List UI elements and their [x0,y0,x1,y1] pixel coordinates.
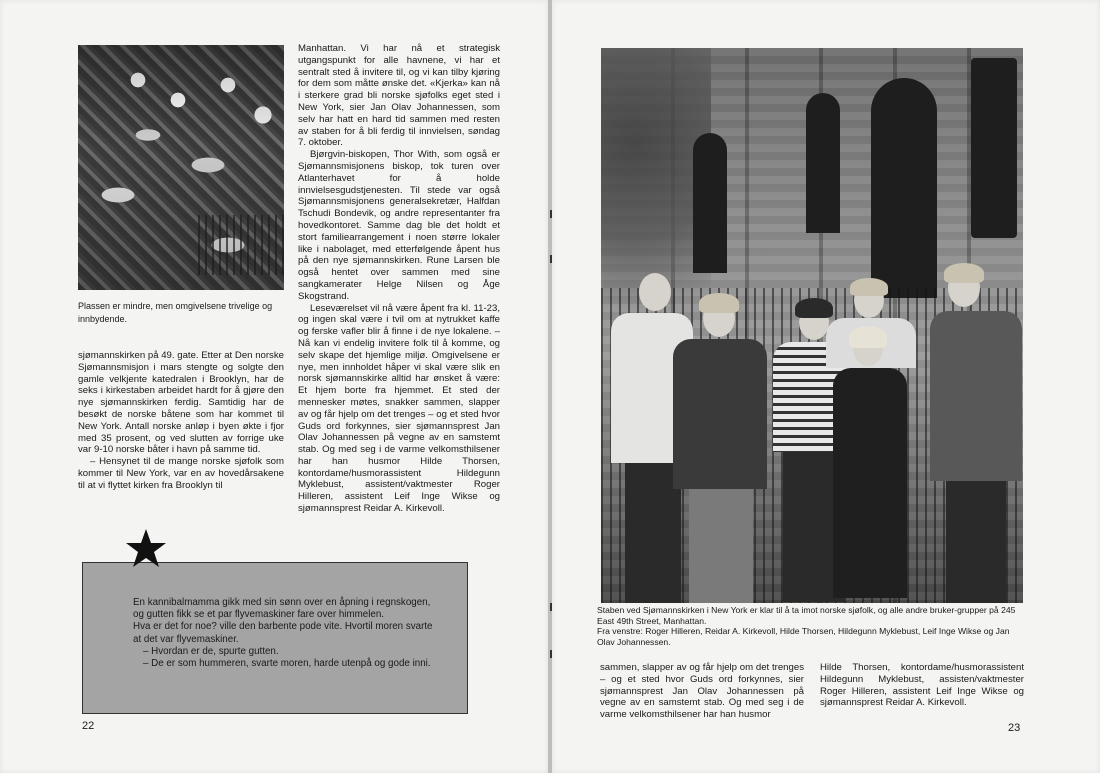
window-arch [693,133,727,273]
margin-mark [550,255,552,263]
joke-line: Hva er det for noe? ville den barbente pode vite. Hvortil moren svarte [133,621,433,633]
window-arch [806,93,840,233]
cafe-photo-caption: Plassen er mindre, men omgivelsene trivelige og innbydende. [78,301,273,324]
joke-line: En kannibalmamma gikk med sin sønn over en åpning i regnskogen, [133,597,431,608]
article-column-right [298,43,500,515]
right-column-right [820,662,1024,709]
article-column-left [78,350,284,492]
joke-line: – Hvordan er de, spurte gutten. [143,645,279,657]
joke-line: – De er som hummeren, svarte moren, harde utenpå og gode inni. [143,658,431,670]
staff-caption-line-2: Fra venstre: Roger Hilleren, Reidar A. Kirkevoll, Hilde Thorsen, Hildegunn Myklebust, Leif Inge Wikse og Jan Olav Johannessen. [597,626,1010,647]
margin-mark [550,603,552,611]
margin-mark [550,210,552,218]
staff-photo [601,48,1023,603]
article-paragraph: Bjørgvin-biskopen, Thor With, som også er Sjømannsmisjonens biskop, tok turen over Atlanterhavet for å holde innvielsesgudstjenesten. Til stede var også Sjømannsmisjonens generalsekretær, Halfdan Tschudi Bondevik, og andre representanter fra hovedkontoret. Samme dag ble det holdt et stort familiearrangement i noen større lokaler like i nabolaget, med etterfølgende åpent hus på den nye sjømannskirken. Rune Larsen ble også hentet over sammen med sine sangkamerater Helge Nilsen og Åge Skogstrand. [298,149,500,302]
page-number-left: 22 [82,720,95,732]
doorway-arch [871,78,937,298]
cafe-photo [78,45,284,290]
joke-line: at det var flyvemaskiner. [133,633,239,645]
article-paragraph: sammen, slapper av og får hjelp om det trenges – og et sted hvor Guds ord forkynnes, sier sjømannsprest Jan Olav Johannessen på vegne av en samstemt stab. Og med seg i de varme velkomsthilsener har han husmor [600,662,804,721]
joke-box [82,562,468,714]
article-paragraph: Leseværelset vil nå være åpent fra kl. 11-23, og ingen skal være i tvil om at nytrukket kaffe og ferske vafler blir å finne i de nye lokalene. – Nå kan vi endelig invitere folk til å komme, og selv skape det hjemlige miljø. Omgivelsene er nye, men innholdet håper vi skal være slik en norsk sjømannskirke alltid har ønsket å være: Et hjem borte fra hjemmet. Et sted der mennesker møtes, snakker sammen, slapper av og får hjelp om det trenges – og et sted hvor Guds ord forkynnes, sier sjømannsprest Jan Olav Johannessen på vegne av en samstemt stab. Og med seg i de varme velkomsthilsener har han husmor Hilde Thorsen, kontordame/husmorassistent Hildegunn Myklebust, assistent/vaktmester Roger Hilleren, assistent Leif Inge Wikse og sjømannsprest Reidar A. Kirkevoll. [298,302,500,515]
staff-caption-line-1: Staben ved Sjømannskirken i New York er klar til å ta imot norske sjøfolk, og alle andre bruker-grupper på 245 East 49th Street, Manhattan. [597,605,1016,626]
joke-text [133,597,463,670]
page-number-right: 23 [1008,722,1021,734]
article-paragraph: Hilde Thorsen, kontordame/husmorassistent Hildegunn Myklebust, assisten/vaktmester Roger Hilleren, assistent Leif Inge Wikse og sjømannsprest Reidar A. Kirkevoll. [820,662,1024,709]
right-column-left [600,662,804,721]
joke-line: og gutten fikk se et par flyvemaskiner fare over himmelen. [133,609,385,621]
staff-photo-caption [597,605,1029,647]
article-paragraph: – Hensynet til de mange norske sjøfolk som kommer til New York, var en av hovedårsakene til at vi flyttet kirken fra Brooklyn til [78,456,284,491]
photo-shading [78,45,284,290]
star-icon [124,527,168,571]
article-paragraph: Manhattan. Vi har nå et strategisk utgangspunkt for alle havnene, vi har et sentralt sted å invitere til, og vi kan tilby kjøring for dem som måtte ønske det. «Kjerka» kan nå i sterkere grad bli norske sjøfolks eget sted i New York, sier Jan Olav Johannessen, som selv har hatt en hard tid sammen med resten av staben for å bli ferdig til innvielsen, søndag 7. oktober. [298,43,500,149]
window [971,58,1017,238]
article-paragraph: sjømannskirken på 49. gate. Etter at Den norske Sjømannsmisjon i mars stengte og solgte den gamle velkjente katedralen i Brooklyn, har de seks i kirkestaben arbeidet hardt for å gjøre den nye sjømannskirken ferdig. Samtidig har de besøkt de norske båtene som har kommet til New York. Antall norske anløp i byen økte i fjor med 35 prosent, og ved slutten av forrige uke var 9-10 norske båter i havn på samme tid. [78,350,284,456]
margin-mark [550,650,552,658]
